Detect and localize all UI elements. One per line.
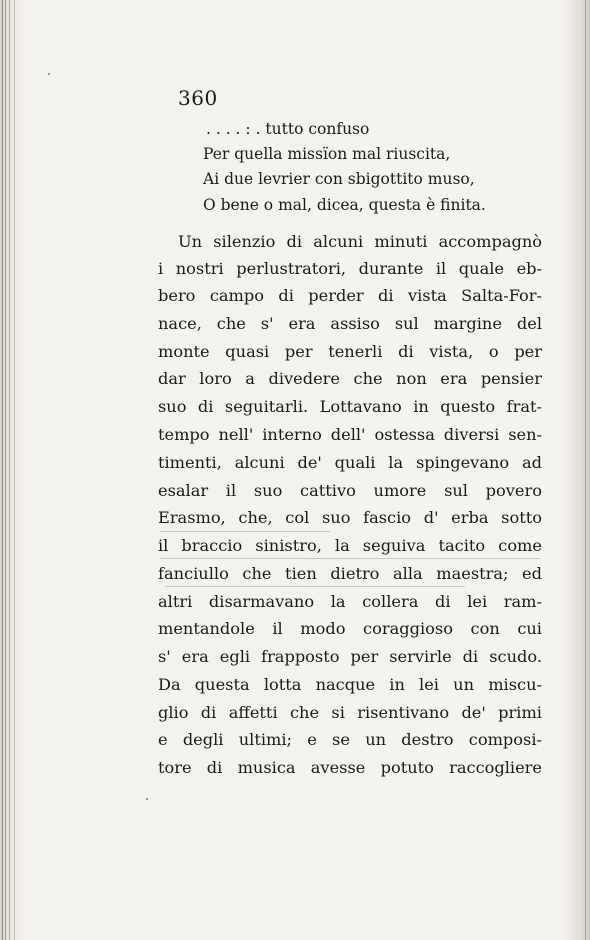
prose-line: altri disarmavano la collera di lei ram- [158, 592, 542, 611]
binding-line [9, 0, 10, 940]
prose-line: tore di musica avesse potuto raccogliere [158, 758, 542, 777]
prose-line: tempo nell' interno dell' ostessa diversi sen- [158, 425, 542, 444]
verse-line: Per quella missïon mal riuscita, [203, 145, 451, 163]
verse-line: O bene o mal, dicea, questa è finita. [203, 196, 486, 214]
prose-line: e degli ultimi; e se un destro composi- [158, 730, 542, 749]
prose-line: Da questa lotta nacque in lei un miscu- [158, 675, 542, 694]
prose-line: bero campo di perder di vista Salta-For- [158, 286, 542, 305]
prose-line: suo di seguitarli. Lottavano in questo frat- [158, 397, 542, 416]
prose-line: nace, che s' era assiso sul margine del [158, 314, 542, 333]
prose-line: mentandole il modo coraggioso con cui [158, 619, 542, 638]
paper-speck [146, 798, 148, 800]
prose-line: il braccio sinistro, la seguiva tacito come [158, 536, 542, 555]
prose-line: s' era egli frapposto per servirle di scudo. [158, 647, 542, 666]
prose-line: Erasmo, che, col suo fascio d' erba sotto [158, 508, 542, 527]
verse-line: Ai due levrier con sbigottito muso, [203, 170, 475, 188]
prose-line: i nostri perlustratori, durante il quale eb- [158, 259, 542, 278]
prose-line: monte quasi per tenerli di vista, o per [158, 342, 542, 361]
print-smudge [160, 558, 540, 559]
prose-line: Un silenzio di alcuni minuti accompagnò [178, 232, 542, 251]
print-smudge [165, 586, 465, 587]
verse-line: . . . . : . tutto confuso [206, 120, 370, 138]
prose-line: timenti, alcuni de' quali la spingevano ad [158, 453, 542, 472]
binding-line [14, 0, 15, 940]
page-number: 360 [178, 86, 218, 110]
prose-line: dar loro a divedere che non era pensier [158, 369, 542, 388]
paper-speck [48, 73, 50, 75]
prose-line: glio di affetti che si risentivano de' primi [158, 703, 542, 722]
binding-line [2, 0, 3, 940]
prose-line: fanciullo che tien dietro alla maestra; ed [158, 564, 542, 583]
print-smudge [160, 531, 330, 532]
binding-line [5, 0, 6, 940]
prose-line: esalar il suo cattivo umore sul povero [158, 481, 542, 500]
binding-line [585, 0, 586, 940]
